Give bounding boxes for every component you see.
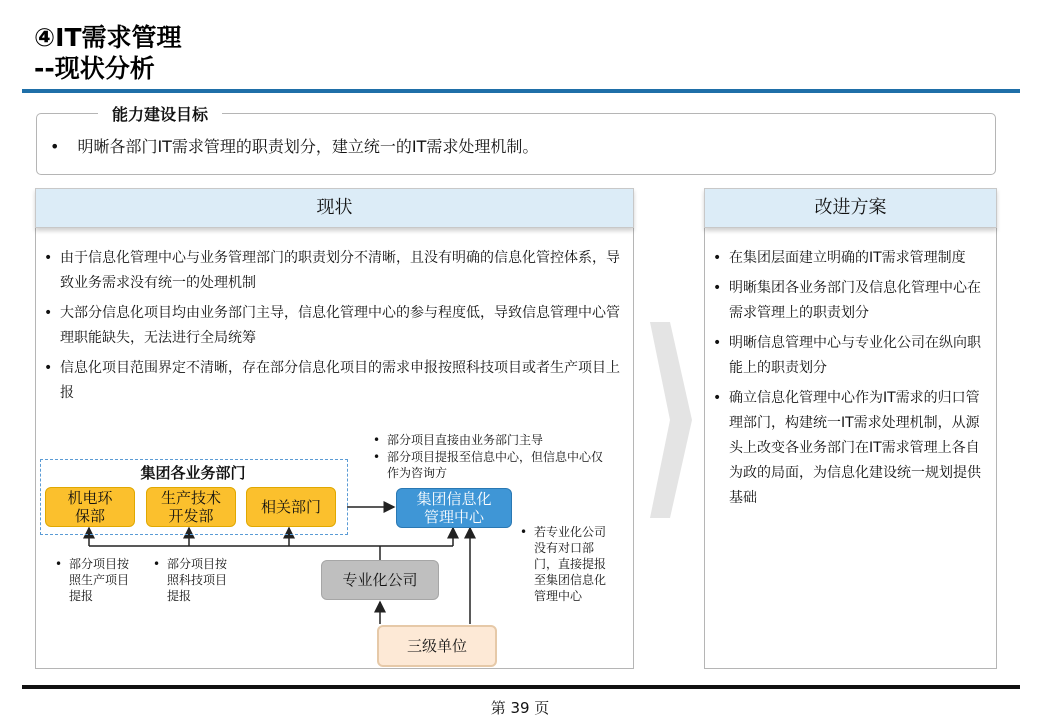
list-item: • 部分项目按照生产项目提报 <box>55 556 135 604</box>
list-item: • 信息化项目范围界定不清晰，存在部分信息化项目的需求申报按照科技项目或者生产项目上报 <box>44 356 624 406</box>
list-item: • 部分项目提报至信息中心，但信息中心仅作为咨询方 <box>373 449 613 481</box>
note-mid <box>153 556 233 605</box>
page-number: 第 39 页 <box>490 699 550 717</box>
dept-label: 相关部门 <box>260 498 321 516</box>
list-item: • 若专业化公司没有对口部门，直接提报至集团信息化管理中心 <box>520 524 612 604</box>
group-label: 集团各业务部门 <box>140 464 246 482</box>
specialized-label: 专业化公司 <box>342 571 418 589</box>
title-line-1: ④IT需求管理 <box>34 23 182 52</box>
dept-box-production <box>146 487 236 527</box>
list-item: • 大部分信息化项目均由业务部门主导，信息化管理中心的参与程度低，导致信息管理中心管理职能缺失，无法进行全局统筹 <box>44 301 624 351</box>
dept-label: 机电环保部 <box>67 489 113 525</box>
note-top <box>373 432 613 482</box>
list-item: • 确立信息化管理中心作为IT需求的归口管理部门，构建统一IT需求处理机制，从源头上改变各业务部门在IT需求管理上各自为政的局面，为信息化建设统一规划提供基础 <box>713 386 989 511</box>
improve-bullet-list <box>713 246 989 516</box>
dept-box-related <box>246 487 336 527</box>
note-left <box>55 556 135 605</box>
goal-title: 能力建设目标 <box>98 102 222 125</box>
tab-current: 现状 <box>35 188 634 228</box>
dept-box-mechanical <box>45 487 135 527</box>
info-center-box <box>396 488 512 528</box>
tier3-label: 三级单位 <box>406 637 467 655</box>
list-item: • 部分项目直接由业务部门主导 <box>373 432 613 448</box>
list-item: • 明晰信息管理中心与专业化公司在纵向职能上的职责划分 <box>713 331 989 381</box>
list-item: • 在集团层面建立明确的IT需求管理制度 <box>713 246 989 271</box>
center-label: 集团信息化管理中心 <box>416 490 492 526</box>
goal-text-content: 明晰各部门IT需求管理的职责划分，建立统一的IT需求处理机制。 <box>77 137 539 156</box>
note-right <box>520 524 612 605</box>
list-item: • 部分项目按照科技项目提报 <box>153 556 233 604</box>
footer-divider <box>22 685 1020 689</box>
tier3-box <box>377 625 497 667</box>
dept-label: 生产技术开发部 <box>160 489 221 525</box>
list-item: • 明晰集团各业务部门及信息化管理中心在需求管理上的职责划分 <box>713 276 989 326</box>
list-item: • 由于信息化管理中心与业务管理部门的职责划分不清晰，且没有明确的信息化管控体系，导致业务需求没有统一的处理机制 <box>44 246 624 296</box>
chevron-right-icon <box>650 322 692 518</box>
title-line-2: --现状分析 <box>34 54 155 83</box>
bullet-icon: • <box>50 137 60 156</box>
tab-improve: 改进方案 <box>704 188 997 228</box>
specialized-company-box <box>321 560 439 600</box>
